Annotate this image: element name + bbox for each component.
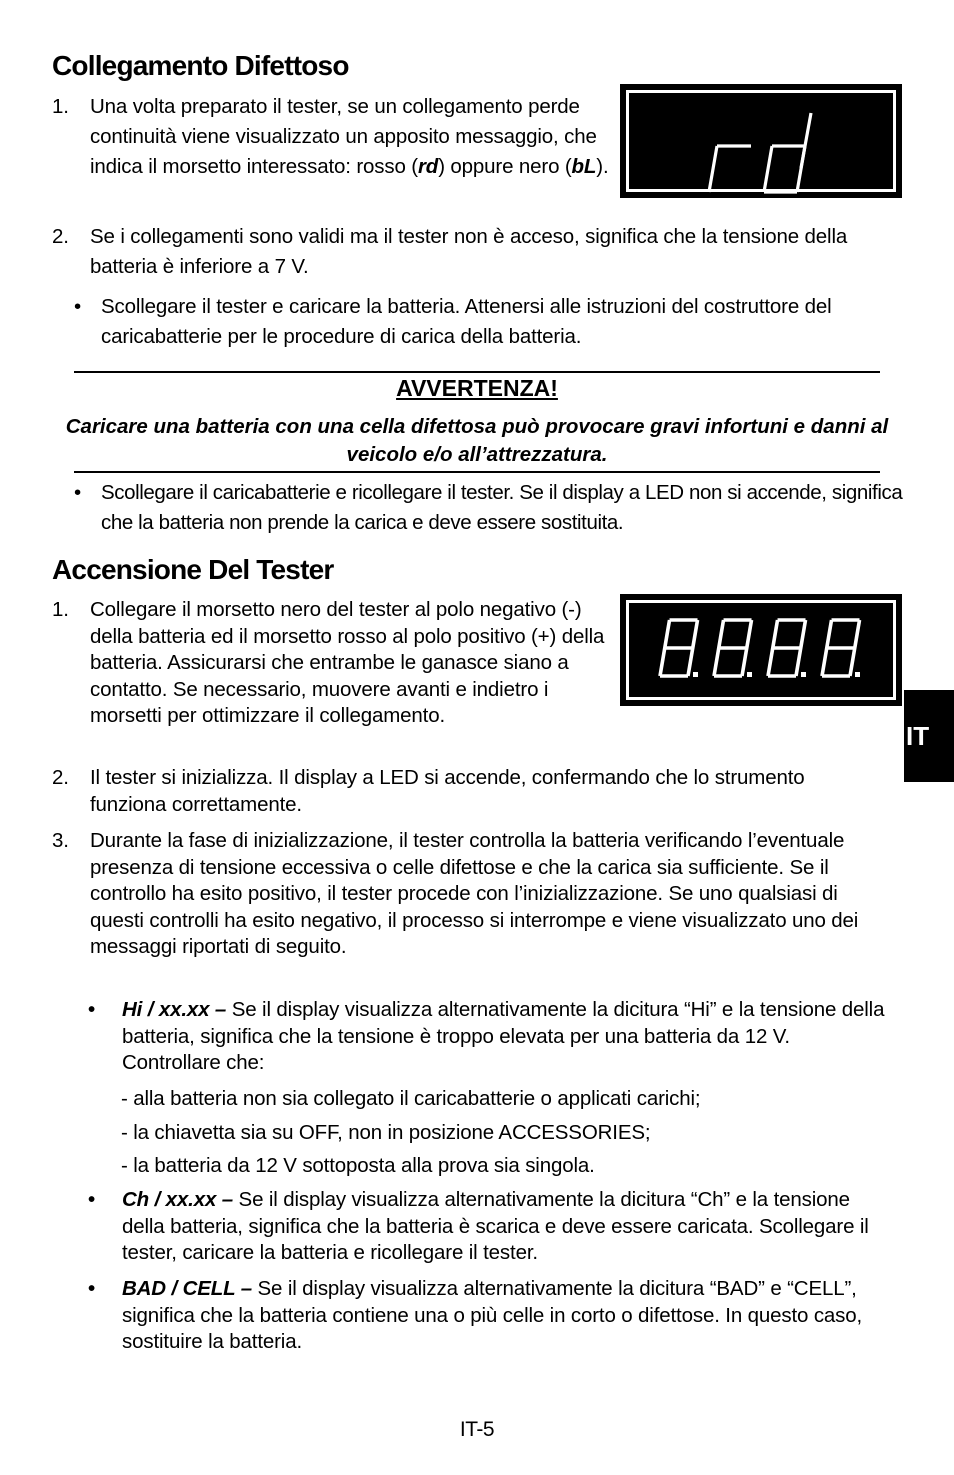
- bullet-mark: •: [88, 1277, 96, 1300]
- list-item-1: [52, 92, 612, 182]
- sub-bullet-hi: [88, 997, 894, 1077]
- dash-mark: -: [121, 1087, 128, 1110]
- language-tab: [904, 690, 954, 782]
- bullet-item-scollegare-tester: [74, 292, 864, 352]
- dash-item-1: - alla batteria non sia collegato il caricabatterie o applicati carichi;: [121, 1087, 701, 1110]
- list-text: Collegare il morsetto nero del tester al polo negativo (-) della batteria ed il morsetto rosso al polo positivo (+) della batteria. Assicurarsi che entrambe le ganasce siano a contatto. Se necessario, muovere avanti e indietro i morsetti per ottimizzare il collegamento.: [90, 598, 605, 727]
- dash-mark: -: [121, 1154, 128, 1177]
- list-number: 1.: [52, 95, 69, 118]
- bullet-text: BAD / CELL – Se il display visualizza alternativamente la dicitura “BAD” e “CELL”, significa che la batteria contiene una o più celle in corto o difettose. In questo caso, sostituire la batteria.: [122, 1277, 863, 1353]
- lcd-display-8888: [620, 594, 902, 706]
- message-code-ch: Ch / xx.xx –: [122, 1188, 234, 1211]
- sub-bullet-ch: [88, 1187, 894, 1267]
- warning-top-rule: [74, 371, 880, 373]
- list-item-3: [52, 828, 878, 961]
- bullet-text: Ch / xx.xx – Se il display visualizza alternativamente la dicitura “Ch” e la tensione della batteria, significa che la batteria è scarica e deve essere caricata. Scollegare il tester, caricare la batteria e ricollegare il tester.: [122, 1188, 869, 1264]
- warning-title: AVVERTENZA!: [396, 375, 558, 401]
- bullet-text: Scollegare il caricabatterie e ricollegare il tester. Se il display a LED non si accende, significa che la batteria non prende la carica e deve essere sostituita.: [101, 481, 903, 534]
- list-number: 2.: [52, 766, 69, 789]
- bullet-text: Hi / xx.xx – Se il display visualizza alternativamente la dicitura “Hi” e la tensione della batteria, significa che la tensione è troppo elevata per una batteria da 12 V. Controllare che:: [122, 998, 885, 1074]
- lcd-segment: [709, 146, 717, 192]
- lcd-display-rd: [620, 84, 902, 198]
- sub-bullet-bad-cell: [88, 1276, 894, 1356]
- lcd-digits-8888: [620, 594, 902, 706]
- warning-bottom-rule: [74, 471, 880, 473]
- warning-text: Caricare una batteria con una cella difettosa può provocare gravi infortuni e danni al veicolo e/o all’attrezzatura.: [65, 415, 889, 466]
- bullet-mark: •: [74, 481, 81, 504]
- bullet-mark: •: [88, 998, 96, 1021]
- lcd-decimal-point: [693, 672, 698, 677]
- lcd-segment: [797, 146, 805, 192]
- list-number: 3.: [52, 829, 69, 852]
- code-bl: bL: [571, 155, 597, 178]
- message-code-hi: Hi / xx.xx –: [122, 998, 227, 1021]
- list-number: 1.: [52, 598, 69, 621]
- list-item-2: [52, 765, 852, 818]
- list-text: Durante la fase di inizializzazione, il tester controlla la batteria verificando l’eventuale presenza di tensione eccessiva o celle difettose e che la carica sia sufficiente. Se il controllo ha esito positivo, il tester procede con l’inizializzazione. Se uno qualsiasi di questi controlli ha esito negativo, il processo si interrompe e viene visualizzato uno dei messaggi riportati di seguito.: [90, 829, 859, 958]
- lcd-decimal-point: [855, 672, 860, 677]
- section-title-accensione: Accensione Del Tester: [52, 554, 334, 585]
- code-rd: rd: [417, 155, 439, 178]
- lcd-segment: [764, 146, 772, 192]
- bullet-text: Scollegare il tester e caricare la batteria. Attenersi alle istruzioni del costruttore del caricabatterie per le procedure di carica della batteria.: [101, 295, 832, 348]
- lcd-digits-rd: [620, 84, 902, 198]
- list-item-2: [52, 222, 852, 282]
- dash-mark: -: [121, 1121, 128, 1144]
- section-title-collegamento: Collegamento Difettoso: [52, 50, 349, 81]
- lcd-decimal-point: [747, 672, 752, 677]
- bullet-item-scollegare-caricabatterie: [74, 478, 904, 538]
- bullet-mark: •: [88, 1188, 96, 1211]
- lcd-decimal-point: [801, 672, 806, 677]
- list-item-1: [52, 597, 608, 730]
- list-text: Se i collegamenti sono validi ma il tester non è acceso, significa che la tensione della batteria è inferiore a 7 V.: [90, 225, 848, 278]
- page-number: IT-5: [459, 1418, 495, 1441]
- bullet-mark: •: [74, 295, 82, 318]
- dash-item-3: - la batteria da 12 V sottoposta alla prova sia singola.: [121, 1154, 595, 1177]
- dash-item-2: - la chiavetta sia su OFF, non in posizione ACCESSORIES;: [121, 1121, 651, 1144]
- language-tab-label: IT: [906, 721, 930, 751]
- message-code-bad-cell: BAD / CELL –: [122, 1277, 252, 1300]
- list-text: Una volta preparato il tester, se un collegamento perde continuità viene visualizzato un apposito messaggio, che indica il morsetto interessato: rosso (rd) oppure nero (bL).: [90, 95, 609, 178]
- list-text: Il tester si inizializza. Il display a LED si accende, confermando che lo strumento funziona correttamente.: [90, 766, 805, 816]
- list-number: 2.: [52, 225, 69, 248]
